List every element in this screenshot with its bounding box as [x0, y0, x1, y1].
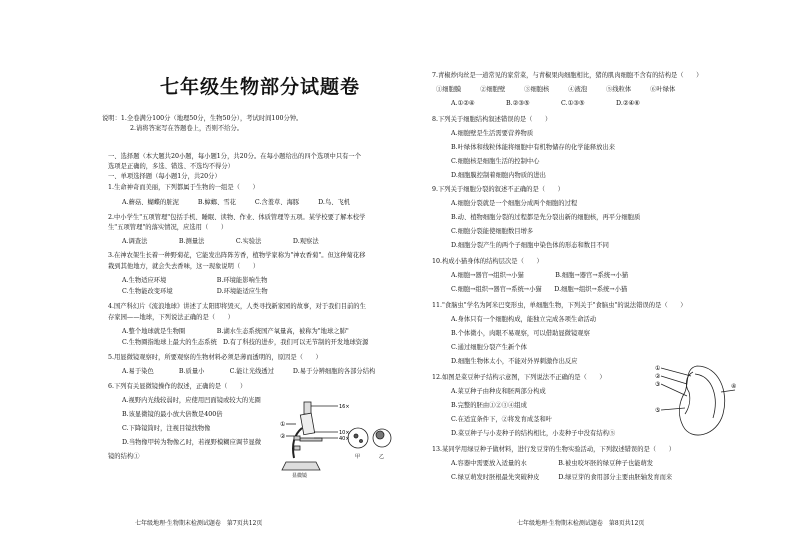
- seed-label: ①: [655, 365, 661, 372]
- question-line: 栽到其他地方，就会失去香味，这一现象说明（ ）: [108, 263, 260, 270]
- option-line: C.细胞→组织→器官→系统→小猫 D.细胞→组织→系统→小猫: [451, 286, 628, 293]
- option-line: B.个体微小，肉眼不易观察，可以借助显微镜观察: [451, 330, 590, 337]
- right-page: [397, 0, 794, 556]
- option-line: A.①②④ B.②③⑤ C.①③⑤ D.②④⑥: [451, 100, 640, 107]
- option-line: A.蘑菇、蝴蝶的脏泥 B.蟑螂、雪花 C.含羞草、海豚 D.鸟、飞机: [122, 199, 351, 206]
- option-line: C.生物能改变环境 D.环境能适应生物: [122, 288, 268, 295]
- option-line: A.整个地球就是生物圈 B.湖水生态系统国产氧量高，被称为"地球之肺": [122, 328, 349, 335]
- fig-label: 16×: [339, 404, 350, 410]
- seed-label: ③: [655, 381, 661, 388]
- fig-label: 甲: [355, 454, 361, 460]
- question-line: 6.下列有关显微镜操作的叙述，正确的是（ ）: [108, 383, 247, 390]
- option-line: C.细胞核是细胞生活的控制中心: [451, 158, 540, 165]
- option-line: C.生物圈指地球上最大的生态系统 D.有了科技的进步，我们可以无节制的开发地球资源: [122, 339, 369, 346]
- question-line: 9.下列关于细胞分裂的叙述不正确的是（ ）: [432, 186, 564, 193]
- option-line: B.完整的胚由①②③④组成: [451, 402, 527, 409]
- option-line: C.下降镜筒时，注视目镜找物像: [122, 425, 211, 432]
- fig-label: 10×: [339, 430, 350, 436]
- page-footer: 七年级地理·生物期末检测试题卷 第7页共12页: [135, 520, 263, 527]
- option-line: B.该显微镜的最小放大倍数是400倍: [122, 411, 223, 418]
- question-line: 11."食脑虫"学名为阿米巴变形虫，单细胞生物，下列关于"食脑虫"的说法错误的是（ ）: [432, 302, 687, 309]
- option-line: A.调查法 B.测量法 C.实验法 D.观察法: [122, 238, 319, 245]
- question-line: 生"五项管理"的落实情况，应选用（ ）: [108, 224, 228, 231]
- section-heading: 一、单项选择题（每小题1分，共20分）: [108, 173, 221, 180]
- seed-label: ④: [731, 383, 737, 390]
- option-line: C.细胞分裂能使细胞数目增多: [451, 228, 534, 235]
- section-heading: 一、选择题（本大题共20小题，每小题1分，共20分。在每小题给出的四个选项中只有一个: [108, 153, 362, 160]
- question-line: 2.中小学生"五项管理"包括手机、睡眠、读物、作业、体质管理等五项。某学校要了解本校学: [108, 214, 366, 221]
- knob-1: [294, 436, 300, 440]
- option-line: B.叶绿体和线粒体能将细胞中有机物储存的化学能释放出来: [451, 144, 616, 151]
- option-line: C.在适宜条件下，②将发育成茎和叶: [451, 416, 553, 423]
- fig-caption: 显微镜: [292, 473, 308, 478]
- question-line: 存家园——地球，下列说法正确的是（ ）: [108, 314, 234, 321]
- microscope-figure: [272, 398, 392, 478]
- option-line: B.动、植物细胞分裂的过程都是先分裂出新的细胞核，再平分细胞质: [451, 214, 641, 221]
- page-title: 七年级生物部分试题卷: [160, 76, 361, 98]
- arm-shape: [293, 428, 302, 458]
- question-line: 10.构成小猫身体的结构层次是（ ）: [432, 258, 543, 265]
- instructions-line: 2.请将答案写在答题卷上，否则不给分。: [130, 125, 244, 132]
- view-a-circle: [348, 428, 368, 448]
- fig-label: ②: [280, 433, 286, 440]
- knob-2: [294, 446, 300, 450]
- section-heading: 选项是正确的，多选、错选、不选均不得分）: [108, 163, 234, 170]
- seed-label: ⑤: [655, 407, 661, 414]
- option-line: A.菜豆种子由种皮和胚两部分构成: [451, 388, 546, 395]
- cotyledon-line: [695, 374, 715, 418]
- option-line: C.通过细胞分裂产生新个体: [451, 344, 527, 351]
- bean-seed-figure: [655, 362, 739, 444]
- option-line: D.细胞生物体太小，不能对外界刺激作出反应: [451, 358, 578, 365]
- option-line: A.容器中需要放入适量的水 B.被虫咬坏胚的绿豆种子也能萌发: [451, 460, 654, 467]
- question-line: 8.下列关于细胞结构叙述错误的是（ ）: [432, 116, 552, 123]
- question-line: 5.用显微镜观察时，所要观察的生物材料必须是薄而透明的，原因是（ ）: [108, 354, 322, 361]
- option-line: C.绿豆萌发时胚根最先突破种皮 D.绿豆芽的食用部分主要由胚轴发育而来: [451, 474, 673, 481]
- option-line: D.细胞分裂产生的两个子细胞中染色体的形态和数目不同: [451, 242, 609, 249]
- question-line: 1.生命神奇而美丽，下列都属于生物的一组是（ ）: [108, 184, 259, 191]
- fig-label: ①: [280, 421, 286, 428]
- base-shape: [282, 462, 320, 470]
- question-line: 4.国产科幻片《流浪地球》讲述了太阳即将毁灭，人类寻找新家园的故事，对于我们目前的生: [108, 303, 366, 310]
- fig-label: 乙: [379, 454, 385, 460]
- page-footer: 七年级地理·生物期末检测试题卷 第8页共12页: [517, 520, 645, 527]
- option-line: A.视野内光线较弱时，应使用凹面镜或较大的光圈: [122, 397, 261, 404]
- instructions-line: 说明：1.全卷满分100分（地理50分，生物50分），考试时间100分钟。: [102, 115, 303, 122]
- option-line: A.细胞壁是生活需要营养物质: [451, 130, 534, 137]
- option-line: A.细胞分裂就是一个细胞分成两个细胞的过程: [451, 200, 578, 207]
- question-line: 7.青椒炒肉丝是一道常见的家常菜，与青椒果肉细胞相比，猪的肌肉细胞不含有的结构是（ ）: [432, 72, 703, 79]
- eyepiece-shape: [304, 402, 311, 414]
- option-line: D.菜豆种子与小麦种子的结构相比，小麦种子中没有结构⑤: [451, 430, 616, 437]
- tube-shape: [300, 413, 314, 435]
- question-line: 13.某同学用绿豆种子做材料，进行发豆芽的生物实验活动，下列叙述错误的是（ ）: [432, 446, 675, 453]
- option-line: 镜的结构①: [108, 453, 140, 460]
- seed-label: ②: [655, 373, 661, 380]
- question-line: 3.在神农架生长着一种野菊花，它能发出阵阵芳香，植物学家称为"神农香菊"。但这种菊花移: [108, 252, 366, 259]
- option-line: D.细胞膜控制着细胞内物质的进出: [451, 172, 546, 179]
- option-line: A.身体只有一个细胞构成，能独立完成各项生命活动: [451, 316, 597, 323]
- option-line: A.细胞→器官→组织→小猫 B.细胞→器官→系统→小猫: [451, 272, 629, 279]
- option-line: ①细胞膜 ②细胞壁 ③细胞核 ④液泡 ⑤线粒体 ⑥叶绿体: [436, 86, 676, 93]
- fig-label: 40×: [339, 436, 350, 442]
- question-line: 12.如图是菜豆种子结构示意图，下列说法不正确的是（ ）: [432, 374, 606, 381]
- stage-shape: [300, 438, 322, 441]
- option-line: A.易于染色 B.质量小 C.能让光线透过 D.易于分辨细胞的各部分结构: [122, 368, 376, 375]
- option-line: D.当物像甲转为物像乙时，若视野模糊应调节显微: [122, 439, 262, 446]
- option-line: A.生物适应环境 B.环境能影响生物: [122, 277, 268, 284]
